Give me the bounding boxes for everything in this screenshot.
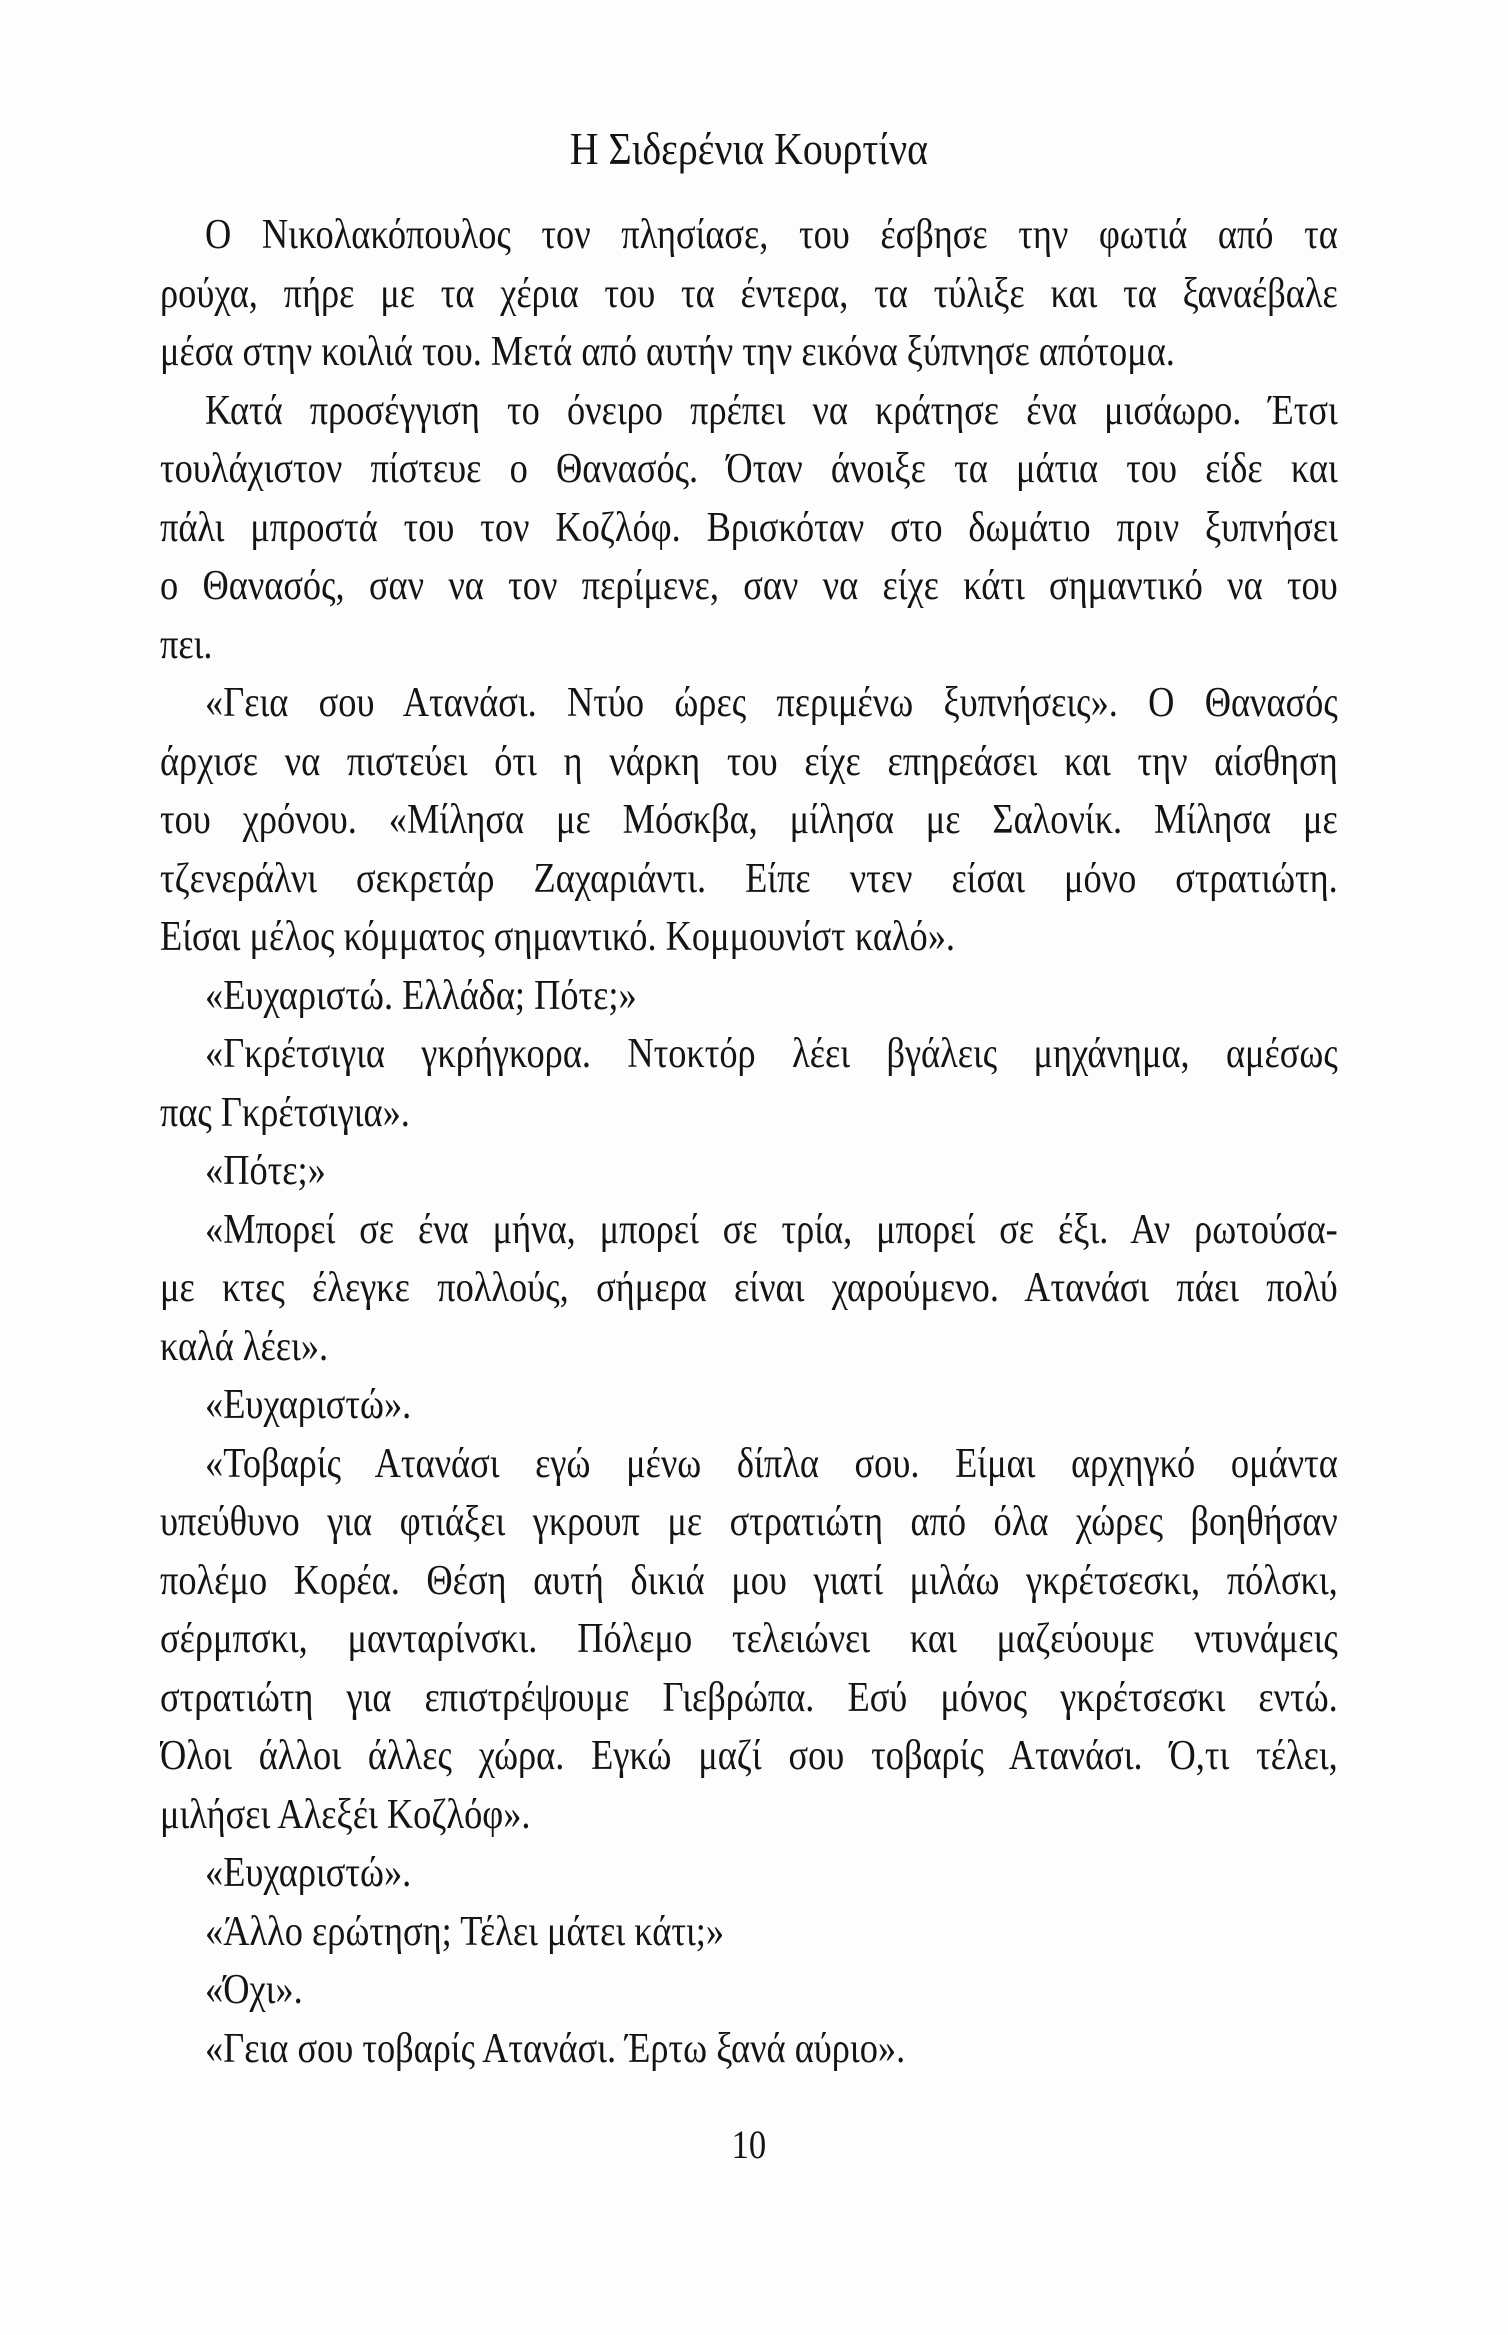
text-line: ρούχα, πήρε με τα χέρια του τα έντερα, τα τύλιξε και τα ξαναέβαλε <box>160 270 1338 317</box>
text-line: «Όχι». <box>205 1967 303 2013</box>
text-line: στρατιώτη για επιστρέψουμε Γιεβρώπα. Εσύ μόνος γκρέτσεσκι εντώ. <box>160 1674 1338 1721</box>
text-line: πει. <box>160 621 213 668</box>
text-line: «Μπορεί σε ένα μήνα, μπορεί σε τρία, μπορεί σε έξι. Αν ρωτούσα- <box>205 1206 1338 1253</box>
text-line: «Γκρέτσιγια γκρήγκορα. Ντοκτόρ λέει βγάλεις μηχάνημα, αμέσως <box>205 1031 1338 1077</box>
text-line: «Γεια σου Ατανάσι. Ντύο ώρες περιμένω ξυπνήσεις». Ο Θανασός <box>205 680 1338 726</box>
text-line: «Τοβαρίς Ατανάσι εγώ μένω δίπλα σου. Είμαι αρχηγκό ομάντα <box>205 1440 1338 1487</box>
text-line: υπεύθυνο για φτιάξει γκρουπ με στρατιώτη από όλα χώρες βοηθήσαν <box>160 1499 1338 1545</box>
text-line: Ο Νικολακόπουλος τον πλησίασε, του έσβησε την φωτιά από τα <box>205 212 1338 258</box>
text-line: Όλοι άλλοι άλλες χώρα. Εγκώ μαζί σου τοβαρίς Ατανάσι. Ό,τι τέλει, <box>160 1733 1338 1779</box>
text-line: πάλι μπροστά του τον Κοζλόφ. Βρισκόταν στο δωμάτιο πριν ξυπνήσει <box>160 504 1338 551</box>
text-line: τζενεράλνι σεκρετάρ Ζαχαριάντι. Είπε ντεν είσαι μόνο στρατιώτη. <box>160 855 1338 902</box>
text-line: του χρόνου. «Μίλησα με Μόσκβα, μίλησα με Σαλονίκ. Μίλησα με <box>160 797 1338 843</box>
text-line: «Ευχαριστώ». <box>205 1382 412 1428</box>
text-line: Είσαι μέλος κόμματος σημαντικό. Κομμουνίστ καλό». <box>160 914 956 960</box>
text-line: «Πότε;» <box>205 1148 326 1194</box>
text-line: άρχισε να πιστεύει ότι η νάρκη του είχε επηρεάσει και την αίσθηση <box>160 738 1338 785</box>
text-block <box>160 118 1338 2170</box>
text-line: με κτες έλεγκε πολλούς, σήμερα είναι χαρούμενο. Ατανάσι πάει πολύ <box>160 1265 1338 1311</box>
text-line: μιλήσει Αλεξέι Κοζλόφ». <box>160 1791 531 1838</box>
text-line: ο Θανασός, σαν να τον περίμενε, σαν να είχε κάτι σημαντικό να του <box>160 563 1338 609</box>
text-line: «Άλλο ερώτηση; Τέλει μάτει κάτι;» <box>205 1908 725 1955</box>
text-line: τουλάχιστον πίστευε ο Θανασός. Όταν άνοιξε τα μάτια του είδε και <box>160 446 1338 492</box>
text-line: πολέμο Κορέα. Θέση αυτή δικιά μου γιατί μιλάω γκρέτσεσκι, πόλσκι, <box>160 1557 1338 1604</box>
text-line: πας Γκρέτσιγια». <box>160 1089 410 1136</box>
text-line: «Ευχαριστώ». <box>205 1850 412 1896</box>
text-line: καλά λέει». <box>160 1323 329 1370</box>
page-text <box>160 206 1338 2078</box>
text-line: μέσα στην κοιλιά του. Μετά από αυτήν την εικόνα ξύπνησε απότομα. <box>160 329 1175 375</box>
page-number: 10 <box>731 2122 767 2167</box>
text-line: σέρμπσκι, μανταρίνσκι. Πόλεμο τελειώνει και μαζεύουμε ντυνάμεις <box>160 1616 1338 1662</box>
page-title: Η Σιδερένια Κουρτίνα <box>569 123 928 174</box>
text-line: «Γεια σου τοβαρίς Ατανάσι. Έρτω ξανά αύριο». <box>205 2025 906 2072</box>
text-line: Κατά προσέγγιση το όνειρο πρέπει να κράτησε ένα μισάωρο. Έτσι <box>205 387 1338 434</box>
text-line: «Ευχαριστώ. Ελλάδα; Πότε;» <box>205 972 637 1019</box>
